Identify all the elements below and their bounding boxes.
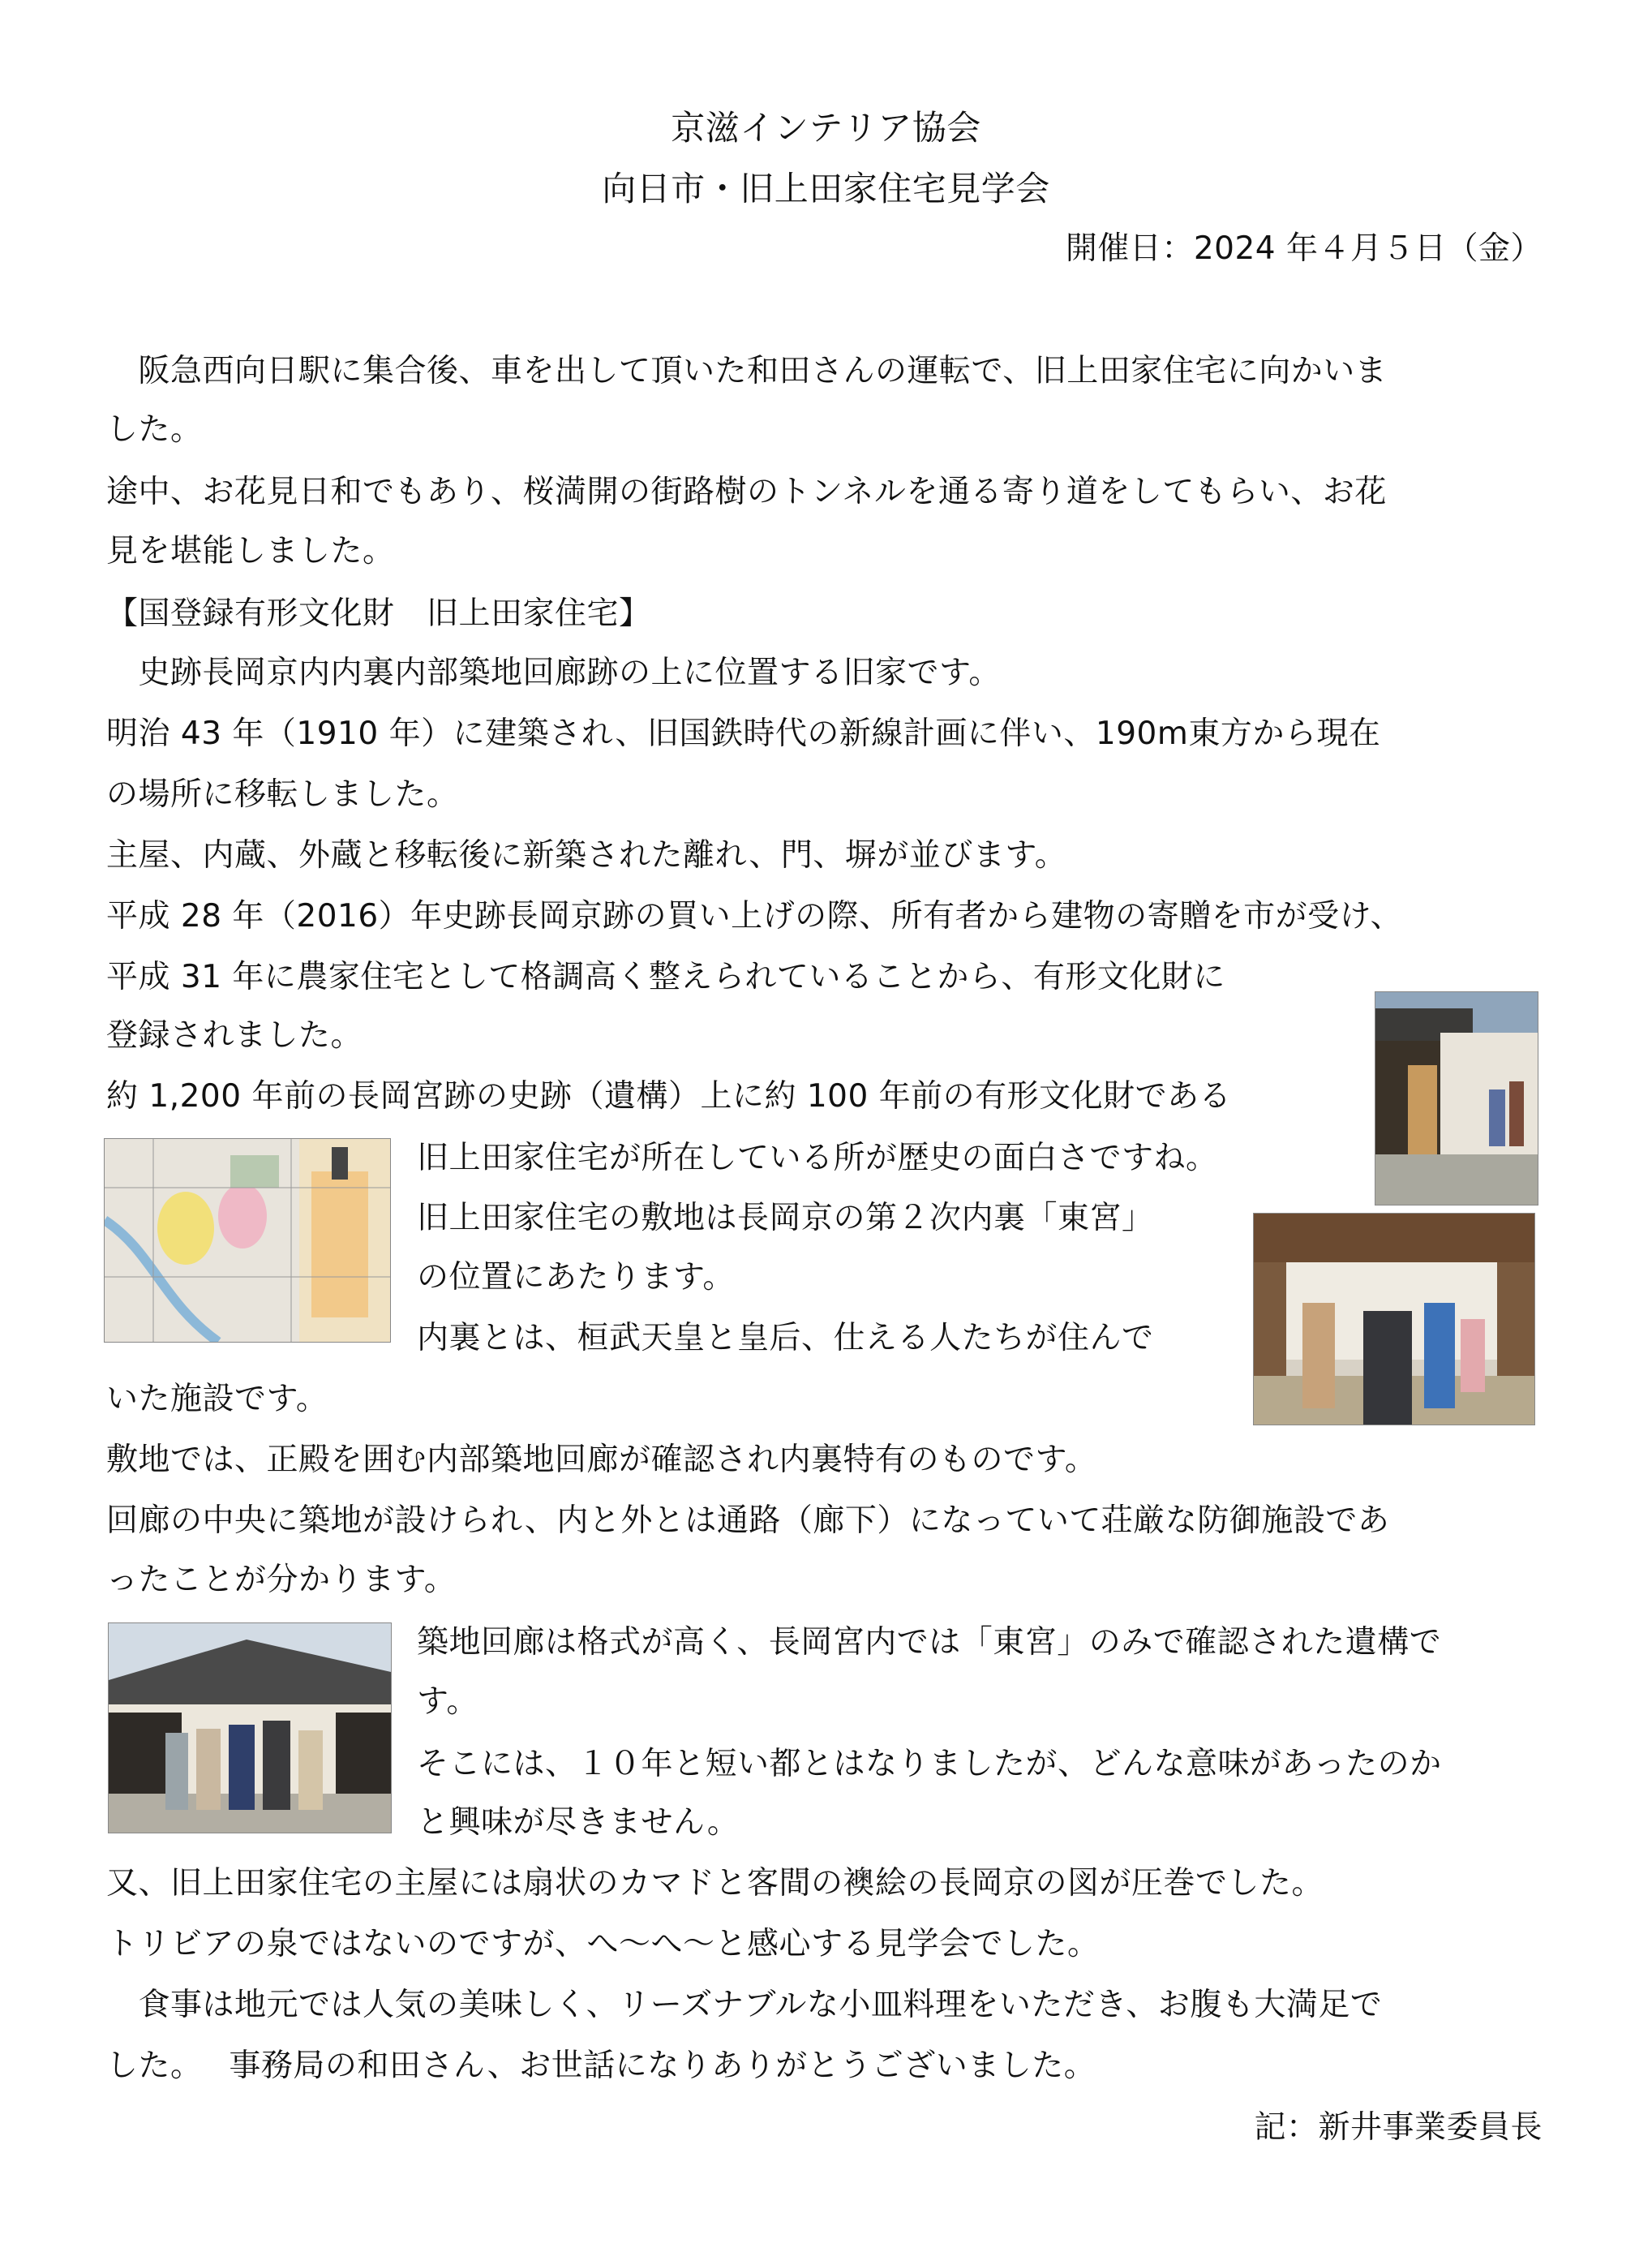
interior-photo bbox=[1253, 1213, 1535, 1425]
body-line: ったことが分かります。 bbox=[106, 1562, 457, 1598]
body-line: 登録されました。 bbox=[106, 1017, 363, 1054]
body-line: 旧上田家住宅が所在している所が歴史の面白さですね。 bbox=[417, 1140, 1218, 1176]
body-line: 主屋、内蔵、外蔵と移転後に新築された離れ、門、塀が並びます。 bbox=[106, 837, 1067, 874]
body-line: 又、旧上田家住宅の主屋には扇状のカマドと客間の襖絵の長岡京の図が圧巻でした。 bbox=[106, 1865, 1324, 1902]
body-line: 約 1,200 年前の長岡宮跡の史跡（遺構）上に約 100 年前の有形文化財である bbox=[106, 1078, 1232, 1115]
body-line: 平成 31 年に農家住宅として格調高く整えられていることから、有形文化財に bbox=[106, 959, 1225, 995]
gate-sign-photo bbox=[1375, 991, 1538, 1206]
body-line: 敷地では、正殿を囲む内部築地回廊が確認され内裏特有のものです。 bbox=[106, 1442, 1097, 1478]
body-line: 見を堪能しました。 bbox=[106, 533, 395, 569]
body-line: した。 事務局の和田さん、お世話になりありがとうございました。 bbox=[106, 2048, 1096, 2084]
page-title: 向日市・旧上田家住宅見学会 bbox=[602, 169, 1050, 208]
section-heading: 【国登録有形文化財 旧上田家住宅】 bbox=[106, 595, 651, 632]
body-line: トリビアの泉ではないのですが、へ～へ～と感心する見学会でした。 bbox=[106, 1926, 1100, 1962]
group-photo bbox=[108, 1622, 392, 1833]
body-line: の位置にあたります。 bbox=[417, 1259, 735, 1296]
body-line: の場所に移転しました。 bbox=[106, 776, 459, 813]
event-date: 開催日：2024 年４月５日（金） bbox=[1065, 230, 1543, 267]
body-line: した。 bbox=[106, 411, 203, 448]
body-line: 平成 28 年（2016）年史跡長岡京跡の買い上げの際、所有者から建物の寄贈を市が受け、 bbox=[106, 898, 1403, 935]
body-line: 内裏とは、桓武天皇と皇后、仕える人たちが住んで bbox=[417, 1320, 1154, 1356]
signature: 記：新井事業委員長 bbox=[1254, 2109, 1543, 2146]
body-line: す。 bbox=[417, 1683, 478, 1720]
body-line: そこには、１０年と短い都とはなりましたが、どんな意味があったのか bbox=[417, 1746, 1442, 1782]
body-line: 阪急西向日駅に集合後、車を出して頂いた和田さんの運転で、旧上田家住宅に向かいま bbox=[106, 353, 1388, 389]
body-line: いた施設です。 bbox=[106, 1381, 328, 1417]
body-line: 途中、お花見日和でもあり、桜満開の街路樹のトンネルを通る寄り道をしてもらい、お花 bbox=[106, 474, 1387, 510]
body-line: と興味が尽きません。 bbox=[417, 1804, 740, 1841]
body-line: 築地回廊は格式が高く、長岡宮内では「東宮」のみで確認された遺構で bbox=[417, 1624, 1442, 1661]
body-line: 旧上田家住宅の敷地は長岡京の第２次内裏「東宮」 bbox=[417, 1200, 1154, 1236]
body-line: 史跡長岡京内内裏内部築地回廊跡の上に位置する旧家です。 bbox=[106, 655, 1001, 691]
body-line: 明治 43 年（1910 年）に建築され、旧国鉄時代の新線計画に伴い、190m東方から現在 bbox=[106, 716, 1381, 752]
body-line: 回廊の中央に築地が設けられ、内と外とは通路（廊下）になっていて荘厳な防御施設であ bbox=[106, 1502, 1390, 1539]
org-name: 京滋インテリア協会 bbox=[671, 108, 981, 148]
site-map-photo bbox=[104, 1138, 391, 1343]
body-line: 食事は地元では人気の美味しく、リーズナブルな小皿料理をいただき、お腹も大満足で bbox=[106, 1987, 1383, 2023]
